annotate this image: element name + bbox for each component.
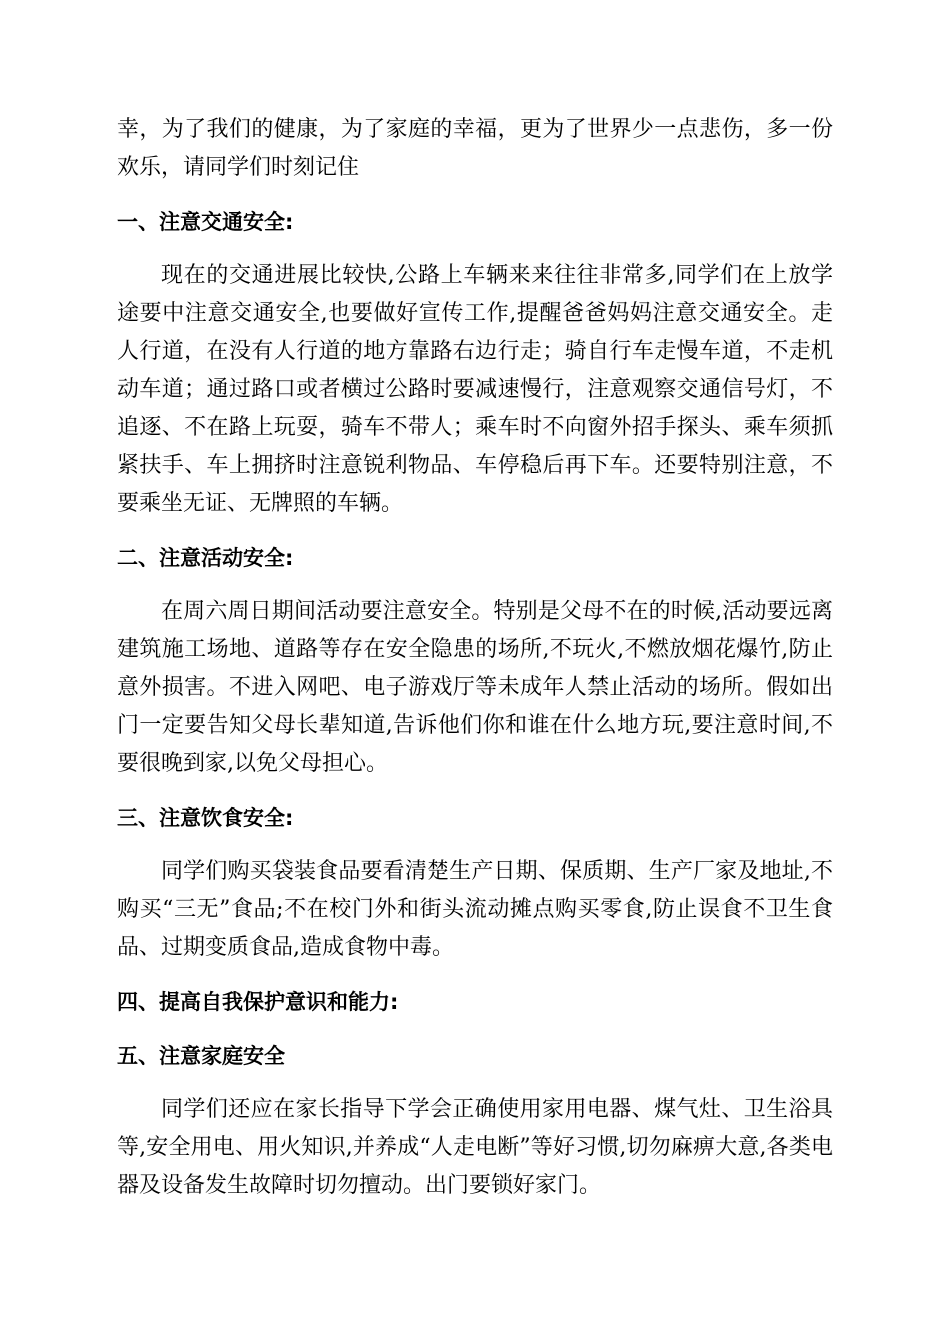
section-heading-activity: 二、注意活动安全: — [117, 546, 294, 570]
document-body — [117, 111, 833, 1205]
section-body-food: 同学们购买袋装食品要看清楚生产日期、保质期、生产厂家及地址,不购买“三无”食品;不在校门外和街头流动摊点购买零食,防止误食不卫生食品、过期变质食品,造成食物中毒。 — [117, 859, 833, 960]
intro-paragraph: 幸，为了我们的健康，为了家庭的幸福，更为了世界少一点悲伤，多一份欢乐，请同学们时刻记住 — [117, 117, 833, 180]
section-heading-home: 五、注意家庭安全 — [117, 1044, 285, 1068]
section-heading-food: 三、注意饮食安全: — [117, 806, 294, 830]
section-body-traffic: 现在的交通进展比较快,公路上车辆来来往往非常多,同学们在上放学途要中注意交通安全,也要做好宣传工作,提醒爸爸妈妈注意交通安全。走人行道，在没有人行道的地方靠路右边行走；骑自行车走慢车道，不走机动车道；通过路口或者横过公路时要减速慢行，注意观察交通信号灯，不追逐、不在路上玩耍，骑车不带人；乘车时不向窗外招手探头、乘车须抓紧扶手、车上拥挤时注意锐利物品、车停稳后再下车。还要特别注意，不要乘坐无证、无牌照的车辆。 — [117, 263, 833, 516]
section-body-home: 同学们还应在家长指导下学会正确使用家用电器、煤气灶、卫生浴具等,安全用电、用火知识,并养成“人走电断”等好习惯,切勿麻痹大意,各类电器及设备发生故障时切勿擅动。出门要锁好家门。 — [117, 1097, 833, 1198]
section-heading-self-protection: 四、提高自我保护意识和能力: — [117, 990, 399, 1014]
section-body-activity: 在周六周日期间活动要注意安全。特别是父母不在的时候,活动要远离建筑施工场地、道路等存在安全隐患的场所,不玩火,不燃放烟花爆竹,防止意外损害。不进入网吧、电子游戏厅等未成年人禁止活动的场所。假如出门一定要告知父母长辈知道,告诉他们你和谁在什么地方玩,要注意时间,不要很晚到家,以免父母担心。 — [117, 599, 833, 776]
section-heading-traffic: 一、注意交通安全: — [117, 210, 294, 234]
